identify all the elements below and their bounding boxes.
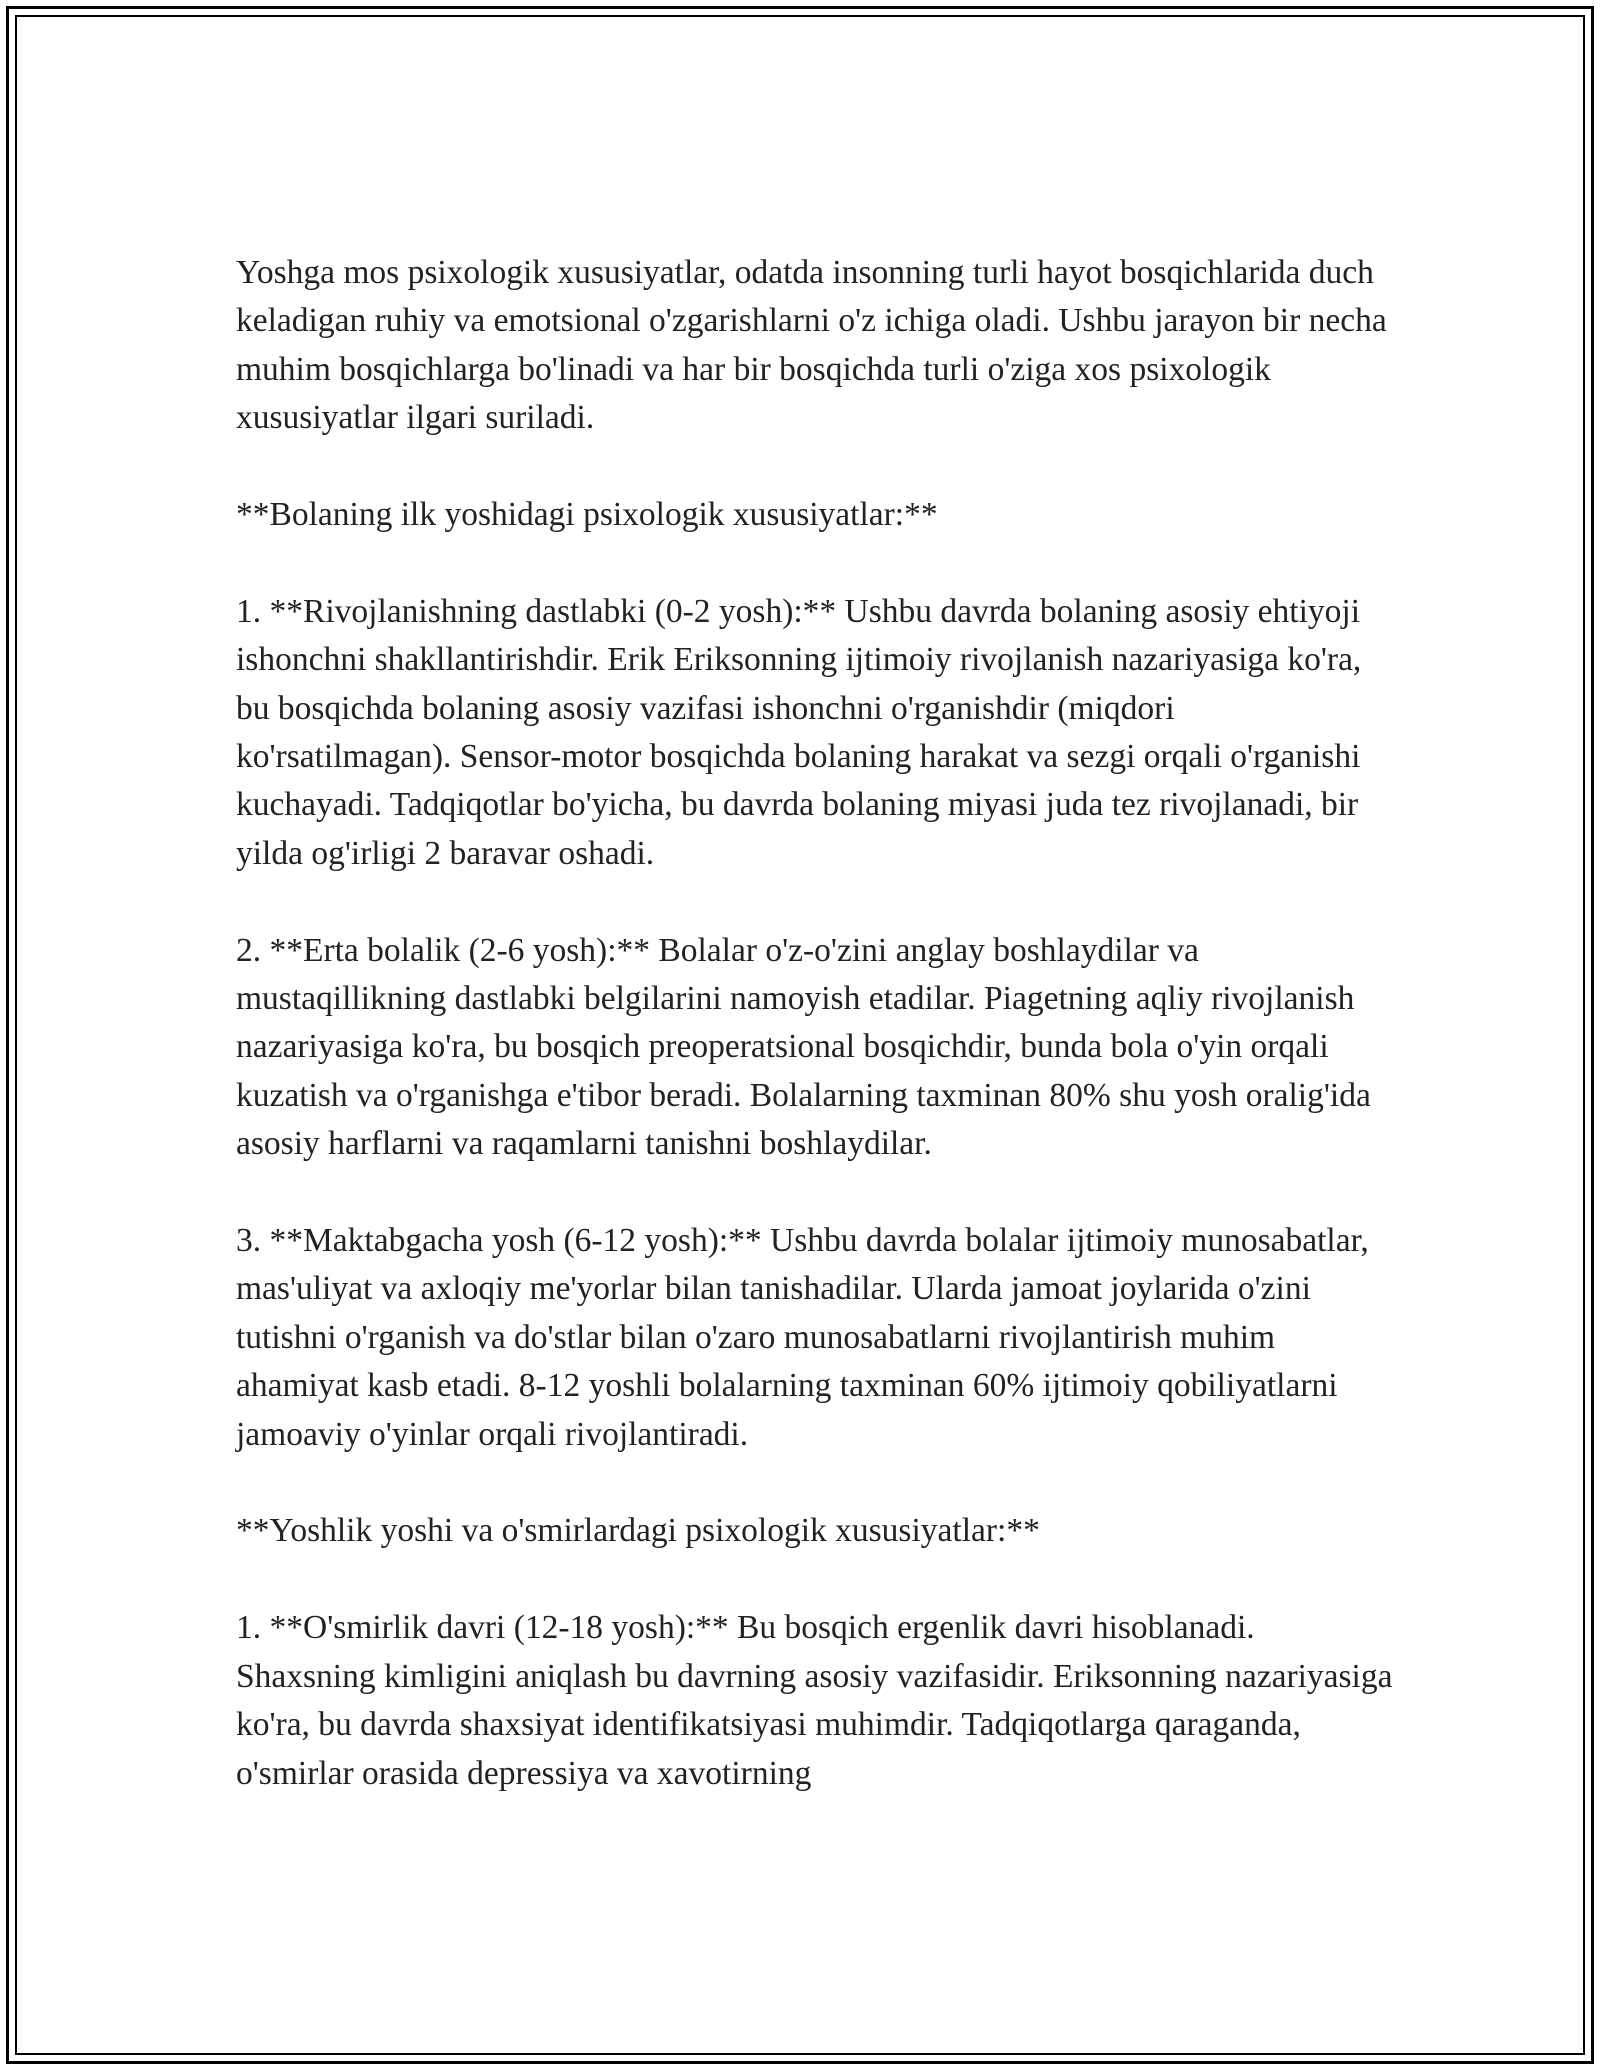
list-item-stage-6-12: 3. **Maktabgacha yosh (6-12 yosh):** Ushbu davrda bolalar ijtimoiy munosabatlar, mas'uliyat va axloqiy me'yorlar bilan tanishadilar. Ularda jamoat joylarida o'zini tutishni o'rganish va do'stlar bilan o'zaro munosabatlarni rivojlantirish muhim ahamiyat kasb etadi. 8-12 yoshli bolalarning taxminan 60% ijtimoiy qobiliyatlarni jamoaviy o'yinlar orqali rivojlantiradi. [236, 1222, 1369, 1453]
list-item-stage-12-18: 1. **O'smirlik davri (12-18 yosh):** Bu bosqich ergenlik davri hisoblanadi. Shaxsning kimligini aniqlash bu davrning asosiy vazifasidir. Eriksonning nazariyasiga ko'ra, bu davrda shaxsiyat identifikatsiyasi muhimdir. Tadqiqotlarga qaraganda, o'smirlar orasida depressiya va xavotirning [236, 1609, 1393, 1792]
intro-paragraph: Yoshga mos psixologik xususiyatlar, odatda insonning turli hayot bosqichlarida duch keladigan ruhiy va emotsional o'zgarishlarni o'z ichiga oladi. Ushbu jarayon bir necha muhim bosqichlarga bo'linadi va har bir bosqichda turli o'ziga xos psixologik xususiyatlar ilgari suriladi. [236, 254, 1387, 437]
document-body [236, 249, 1396, 1846]
list-item-stage-0-2: 1. **Rivojlanishning dastlabki (0-2 yosh):** Ushbu davrda bolaning asosiy ehtiyoji ishonchni shakllantirishdir. Erik Eriksonning ijtimoiy rivojlanish nazariyasiga ko'ra, bu bosqichda bolaning asosiy vazifasi ishonchni o'rganishdir (miqdori ko'rsatilmagan). Sensor-motor bosqichda bolaning harakat va sezgi orqali o'rganishi kuchayadi. Tadqiqotlar bo'yicha, bu davrda bolaning miyasi juda tez rivojlanadi, bir yilda og'irligi 2 baravar oshadi. [236, 592, 1362, 872]
section-heading-early-childhood: **Bolaning ilk yoshidagi psixologik xususiyatlar:** [236, 496, 938, 534]
list-item-stage-2-6: 2. **Erta bolalik (2-6 yosh):** Bolalar o'z-o'zini anglay boshlaydilar va mustaqillikning dastlabki belgilarini namoyish etadilar. Piagetning aqliy rivojlanish nazariyasiga ko'ra, bu bosqich preoperatsional bosqichdir, bunda bola o'yin orqali kuzatish va o'rganishga e'tibor beradi. Bolalarning taxminan 80% shu yosh oralig'ida asosiy harflarni va raqamlarni tanishni boshlaydilar. [236, 931, 1371, 1163]
section-heading-adolescence: **Yoshlik yoshi va o'smirlardagi psixologik xususiyatlar:** [236, 1512, 1040, 1550]
